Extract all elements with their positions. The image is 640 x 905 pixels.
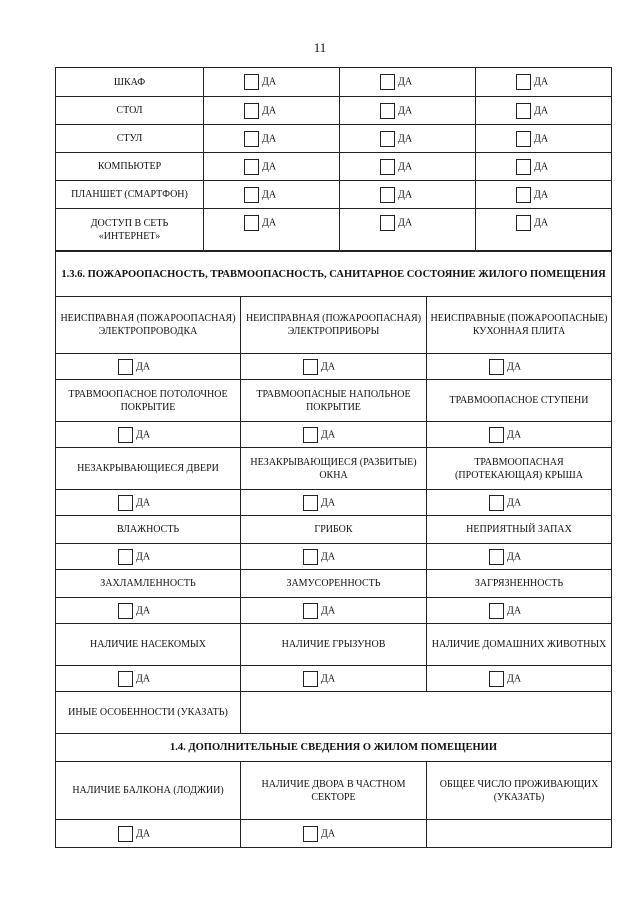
checkbox-label: ДА bbox=[398, 104, 413, 116]
checkbox-label: ДА bbox=[262, 76, 277, 88]
checkbox-label: ДА bbox=[398, 160, 413, 172]
checkbox-label: ДА bbox=[321, 428, 336, 440]
checkbox-square[interactable] bbox=[244, 215, 259, 231]
condition-label-row bbox=[56, 570, 612, 598]
condition-label: ТРАВМООПАСНАЯ (ПРОТЕКАЮЩАЯ) КРЫША bbox=[427, 448, 612, 490]
checkbox-label: ДА bbox=[534, 160, 549, 172]
extra-info-label: ОБЩЕЕ ЧИСЛО ПРОЖИВАЮЩИХ (УКАЗАТЬ) bbox=[427, 762, 612, 820]
checkbox-square[interactable] bbox=[244, 103, 259, 119]
checkbox-label: ДА bbox=[398, 217, 413, 229]
checkbox-label: ДА bbox=[136, 827, 151, 839]
condition-check-row bbox=[56, 490, 612, 516]
condition-label: ТРАВМООПАСНЫЕ НАПОЛЬНОЕ ПОКРЫТИЕ bbox=[241, 380, 427, 422]
condition-check-cell[interactable] bbox=[56, 422, 241, 448]
section-title-1-4: 1.4. ДОПОЛНИТЕЛЬНЫЕ СВЕДЕНИЯ О ЖИЛОМ ПОМЕЩЕНИИ bbox=[56, 734, 612, 762]
yes-checkbox[interactable] bbox=[244, 131, 276, 147]
checkbox-label: ДА bbox=[321, 360, 336, 372]
other-features-row bbox=[56, 692, 612, 734]
checkbox-label: ДА bbox=[534, 104, 549, 116]
condition-label-row bbox=[56, 516, 612, 544]
furniture-table bbox=[55, 67, 612, 251]
yes-checkbox[interactable] bbox=[380, 159, 412, 175]
checkbox-label: ДА bbox=[321, 827, 336, 839]
checkbox-label: ДА bbox=[262, 188, 277, 200]
furniture-label: КОМПЬЮТЕР bbox=[56, 153, 204, 181]
checkbox-square[interactable] bbox=[118, 671, 133, 687]
yes-checkbox[interactable] bbox=[118, 495, 150, 511]
furniture-label: ПЛАНШЕТ (СМАРТФОН) bbox=[56, 181, 204, 209]
condition-label: НЕИСПРАВНАЯ (ПОЖАРООПАСНАЯ) ЭЛЕКТРОПРИБОРЫ bbox=[241, 297, 427, 354]
checkbox-square[interactable] bbox=[303, 549, 318, 565]
checkbox-square[interactable] bbox=[380, 131, 395, 147]
condition-check-cell[interactable] bbox=[241, 666, 427, 692]
yes-checkbox[interactable] bbox=[118, 671, 150, 687]
checkbox-label: ДА bbox=[262, 132, 277, 144]
checkbox-label: ДА bbox=[136, 428, 151, 440]
yes-checkbox[interactable] bbox=[489, 495, 521, 511]
other-features-field[interactable] bbox=[241, 692, 612, 734]
checkbox-label: ДА bbox=[507, 428, 522, 440]
yes-checkbox[interactable] bbox=[380, 187, 412, 203]
checkbox-label: ДА bbox=[262, 104, 277, 116]
condition-check-cell[interactable] bbox=[56, 354, 241, 380]
checkbox-square[interactable] bbox=[118, 359, 133, 375]
condition-check-cell[interactable] bbox=[427, 490, 612, 516]
yes-checkbox[interactable] bbox=[118, 826, 150, 842]
option-cell-3[interactable] bbox=[476, 68, 612, 97]
yes-checkbox[interactable] bbox=[489, 549, 521, 565]
checkbox-label: ДА bbox=[136, 604, 151, 616]
condition-label-row bbox=[56, 380, 612, 422]
option-cell-2[interactable] bbox=[340, 209, 476, 251]
section-header-row bbox=[56, 252, 612, 297]
furniture-label: ШКАФ bbox=[56, 68, 204, 97]
checkbox-label: ДА bbox=[507, 550, 522, 562]
furniture-row bbox=[56, 153, 612, 181]
option-cell-2[interactable] bbox=[340, 181, 476, 209]
checkbox-square[interactable] bbox=[303, 427, 318, 443]
yes-checkbox[interactable] bbox=[489, 603, 521, 619]
checkbox-label: ДА bbox=[136, 550, 151, 562]
checkbox-square[interactable] bbox=[303, 671, 318, 687]
condition-check-row bbox=[56, 598, 612, 624]
option-cell-1[interactable] bbox=[204, 181, 340, 209]
condition-label-row bbox=[56, 448, 612, 490]
condition-label: НАЛИЧИЕ ГРЫЗУНОВ bbox=[241, 624, 427, 666]
option-cell-2[interactable] bbox=[340, 68, 476, 97]
condition-check-cell[interactable] bbox=[56, 544, 241, 570]
checkbox-square[interactable] bbox=[118, 826, 133, 842]
checkbox-label: ДА bbox=[398, 188, 413, 200]
yes-checkbox[interactable] bbox=[489, 427, 521, 443]
checkbox-square[interactable] bbox=[303, 826, 318, 842]
option-cell-2[interactable] bbox=[340, 125, 476, 153]
checkbox-label: ДА bbox=[507, 360, 522, 372]
checkbox-square[interactable] bbox=[489, 549, 504, 565]
furniture-row bbox=[56, 125, 612, 153]
condition-label: НАЛИЧИЕ НАСЕКОМЫХ bbox=[56, 624, 241, 666]
condition-label: ЗАХЛАМЛЕННОСТЬ bbox=[56, 570, 241, 598]
condition-label: ЗАГРЯЗНЕННОСТЬ bbox=[427, 570, 612, 598]
yes-checkbox[interactable] bbox=[489, 359, 521, 375]
checkbox-label: ДА bbox=[507, 672, 522, 684]
balcony-check-cell[interactable] bbox=[56, 820, 241, 848]
checkbox-label: ДА bbox=[534, 132, 549, 144]
condition-check-cell[interactable] bbox=[241, 354, 427, 380]
yes-checkbox[interactable] bbox=[516, 131, 548, 147]
yes-checkbox[interactable] bbox=[380, 74, 412, 90]
checkbox-square[interactable] bbox=[489, 603, 504, 619]
furniture-row bbox=[56, 68, 612, 97]
checkbox-label: ДА bbox=[534, 217, 549, 229]
checkbox-square[interactable] bbox=[516, 159, 531, 175]
option-cell-3[interactable] bbox=[476, 209, 612, 251]
furniture-label: СТОЛ bbox=[56, 97, 204, 125]
condition-check-cell[interactable] bbox=[427, 354, 612, 380]
section-header-row bbox=[56, 734, 612, 762]
residents-count-field[interactable] bbox=[427, 820, 612, 848]
option-cell-3[interactable] bbox=[476, 181, 612, 209]
checkbox-square[interactable] bbox=[118, 495, 133, 511]
extra-info-label-row bbox=[56, 762, 612, 820]
page-number: 11 bbox=[313, 40, 327, 55]
condition-label: ТРАВМООПАСНОЕ СТУПЕНИ bbox=[427, 380, 612, 422]
yes-checkbox[interactable] bbox=[516, 215, 548, 231]
checkbox-square[interactable] bbox=[516, 103, 531, 119]
checkbox-square[interactable] bbox=[380, 215, 395, 231]
yes-checkbox[interactable] bbox=[303, 671, 335, 687]
condition-check-cell[interactable] bbox=[56, 666, 241, 692]
checkbox-square[interactable] bbox=[380, 159, 395, 175]
condition-label-row bbox=[56, 624, 612, 666]
checkbox-square[interactable] bbox=[118, 603, 133, 619]
checkbox-label: ДА bbox=[136, 360, 151, 372]
section-title-1-3-6: 1.3.6. ПОЖАРООПАСНОСТЬ, ТРАВМООПАСНОСТЬ, САНИТАРНОЕ СОСТОЯНИЕ ЖИЛОГО ПОМЕЩЕНИЯ bbox=[56, 252, 612, 297]
condition-label: ЗАМУСОРЕННОСТЬ bbox=[241, 570, 427, 598]
furniture-row bbox=[56, 209, 612, 251]
checkbox-square[interactable] bbox=[244, 131, 259, 147]
condition-check-row bbox=[56, 422, 612, 448]
checkbox-label: ДА bbox=[507, 496, 522, 508]
checkbox-label: ДА bbox=[534, 188, 549, 200]
condition-check-row bbox=[56, 354, 612, 380]
yes-checkbox[interactable] bbox=[118, 603, 150, 619]
checkbox-square[interactable] bbox=[516, 215, 531, 231]
condition-check-cell[interactable] bbox=[56, 598, 241, 624]
yes-checkbox[interactable] bbox=[303, 427, 335, 443]
yes-checkbox[interactable] bbox=[303, 495, 335, 511]
condition-check-cell[interactable] bbox=[427, 422, 612, 448]
option-cell-2[interactable] bbox=[340, 153, 476, 181]
condition-label: НЕЗАКРЫВАЮЩИЕСЯ ДВЕРИ bbox=[56, 448, 241, 490]
condition-check-cell[interactable] bbox=[427, 666, 612, 692]
checkbox-label: ДА bbox=[262, 160, 277, 172]
option-cell-3[interactable] bbox=[476, 97, 612, 125]
yes-checkbox[interactable] bbox=[516, 103, 548, 119]
furniture-label: ДОСТУП В СЕТЬ «ИНТЕРНЕТ» bbox=[56, 209, 204, 251]
checkbox-label: ДА bbox=[398, 132, 413, 144]
checkbox-square[interactable] bbox=[303, 603, 318, 619]
checkbox-square[interactable] bbox=[380, 74, 395, 90]
condition-label: НЕЗАКРЫВАЮЩИЕСЯ (РАЗБИТЫЕ) ОКНА bbox=[241, 448, 427, 490]
checkbox-label: ДА bbox=[321, 672, 336, 684]
yes-checkbox[interactable] bbox=[303, 359, 335, 375]
checkbox-square[interactable] bbox=[118, 427, 133, 443]
yes-checkbox[interactable] bbox=[303, 549, 335, 565]
condition-label: НАЛИЧИЕ ДОМАШНИХ ЖИВОТНЫХ bbox=[427, 624, 612, 666]
condition-check-cell[interactable] bbox=[241, 490, 427, 516]
yes-checkbox[interactable] bbox=[244, 215, 276, 231]
checkbox-square[interactable] bbox=[244, 159, 259, 175]
yes-checkbox[interactable] bbox=[380, 103, 412, 119]
condition-check-row bbox=[56, 666, 612, 692]
checkbox-square[interactable] bbox=[118, 549, 133, 565]
checkbox-square[interactable] bbox=[244, 187, 259, 203]
condition-table bbox=[55, 251, 612, 848]
checkbox-label: ДА bbox=[136, 496, 151, 508]
checkbox-square[interactable] bbox=[489, 359, 504, 375]
extra-info-check-row bbox=[56, 820, 612, 848]
condition-label: НЕИСПРАВНЫЕ (ПОЖАРООПАСНЫЕ) КУХОННАЯ ПЛИТА bbox=[427, 297, 612, 354]
condition-check-cell[interactable] bbox=[241, 544, 427, 570]
option-cell-2[interactable] bbox=[340, 97, 476, 125]
yard-check-cell[interactable] bbox=[241, 820, 427, 848]
yes-checkbox[interactable] bbox=[244, 159, 276, 175]
yes-checkbox[interactable] bbox=[118, 359, 150, 375]
yes-checkbox[interactable] bbox=[303, 603, 335, 619]
checkbox-square[interactable] bbox=[489, 671, 504, 687]
checkbox-square[interactable] bbox=[516, 131, 531, 147]
option-cell-1[interactable] bbox=[204, 209, 340, 251]
condition-check-row bbox=[56, 544, 612, 570]
yes-checkbox[interactable] bbox=[516, 159, 548, 175]
yes-checkbox[interactable] bbox=[380, 215, 412, 231]
checkbox-square[interactable] bbox=[244, 74, 259, 90]
condition-check-cell[interactable] bbox=[241, 598, 427, 624]
condition-check-cell[interactable] bbox=[56, 490, 241, 516]
extra-info-label: НАЛИЧИЕ БАЛКОНА (ЛОДЖИИ) bbox=[56, 762, 241, 820]
yes-checkbox[interactable] bbox=[244, 74, 276, 90]
condition-check-cell[interactable] bbox=[241, 422, 427, 448]
yes-checkbox[interactable] bbox=[516, 187, 548, 203]
checkbox-square[interactable] bbox=[303, 495, 318, 511]
checkbox-square[interactable] bbox=[516, 187, 531, 203]
yes-checkbox[interactable] bbox=[489, 671, 521, 687]
checkbox-label: ДА bbox=[534, 76, 549, 88]
checkbox-label: ДА bbox=[321, 496, 336, 508]
extra-info-label: НАЛИЧИЕ ДВОРА В ЧАСТНОМ СЕКТОРЕ bbox=[241, 762, 427, 820]
yes-checkbox[interactable] bbox=[516, 74, 548, 90]
yes-checkbox[interactable] bbox=[118, 427, 150, 443]
option-cell-1[interactable] bbox=[204, 68, 340, 97]
condition-label-row bbox=[56, 297, 612, 354]
condition-label: ТРАВМООПАСНОЕ ПОТОЛОЧНОЕ ПОКРЫТИЕ bbox=[56, 380, 241, 422]
furniture-row bbox=[56, 97, 612, 125]
checkbox-square[interactable] bbox=[303, 359, 318, 375]
condition-check-cell[interactable] bbox=[427, 544, 612, 570]
option-cell-1[interactable] bbox=[204, 125, 340, 153]
condition-label: ГРИБОК bbox=[241, 516, 427, 544]
checkbox-square[interactable] bbox=[489, 495, 504, 511]
checkbox-label: ДА bbox=[262, 217, 277, 229]
checkbox-square[interactable] bbox=[516, 74, 531, 90]
checkbox-square[interactable] bbox=[489, 427, 504, 443]
checkbox-square[interactable] bbox=[380, 103, 395, 119]
option-cell-3[interactable] bbox=[476, 153, 612, 181]
furniture-row bbox=[56, 181, 612, 209]
condition-label: НЕПРИЯТНЫЙ ЗАПАХ bbox=[427, 516, 612, 544]
checkbox-label: ДА bbox=[321, 604, 336, 616]
option-cell-1[interactable] bbox=[204, 153, 340, 181]
option-cell-3[interactable] bbox=[476, 125, 612, 153]
checkbox-square[interactable] bbox=[380, 187, 395, 203]
condition-label: ВЛАЖНОСТЬ bbox=[56, 516, 241, 544]
furniture-label: СТУЛ bbox=[56, 125, 204, 153]
condition-check-cell[interactable] bbox=[427, 598, 612, 624]
checkbox-label: ДА bbox=[507, 604, 522, 616]
yes-checkbox[interactable] bbox=[380, 131, 412, 147]
option-cell-1[interactable] bbox=[204, 97, 340, 125]
yes-checkbox[interactable] bbox=[118, 549, 150, 565]
yes-checkbox[interactable] bbox=[303, 826, 335, 842]
yes-checkbox[interactable] bbox=[244, 103, 276, 119]
yes-checkbox[interactable] bbox=[244, 187, 276, 203]
other-features-label: ИНЫЕ ОСОБЕННОСТИ (УКАЗАТЬ) bbox=[56, 692, 241, 734]
checkbox-label: ДА bbox=[136, 672, 151, 684]
checkbox-label: ДА bbox=[321, 550, 336, 562]
checkbox-label: ДА bbox=[398, 76, 413, 88]
condition-label: НЕИСПРАВНАЯ (ПОЖАРООПАСНАЯ) ЭЛЕКТРОПРОВОДКА bbox=[56, 297, 241, 354]
